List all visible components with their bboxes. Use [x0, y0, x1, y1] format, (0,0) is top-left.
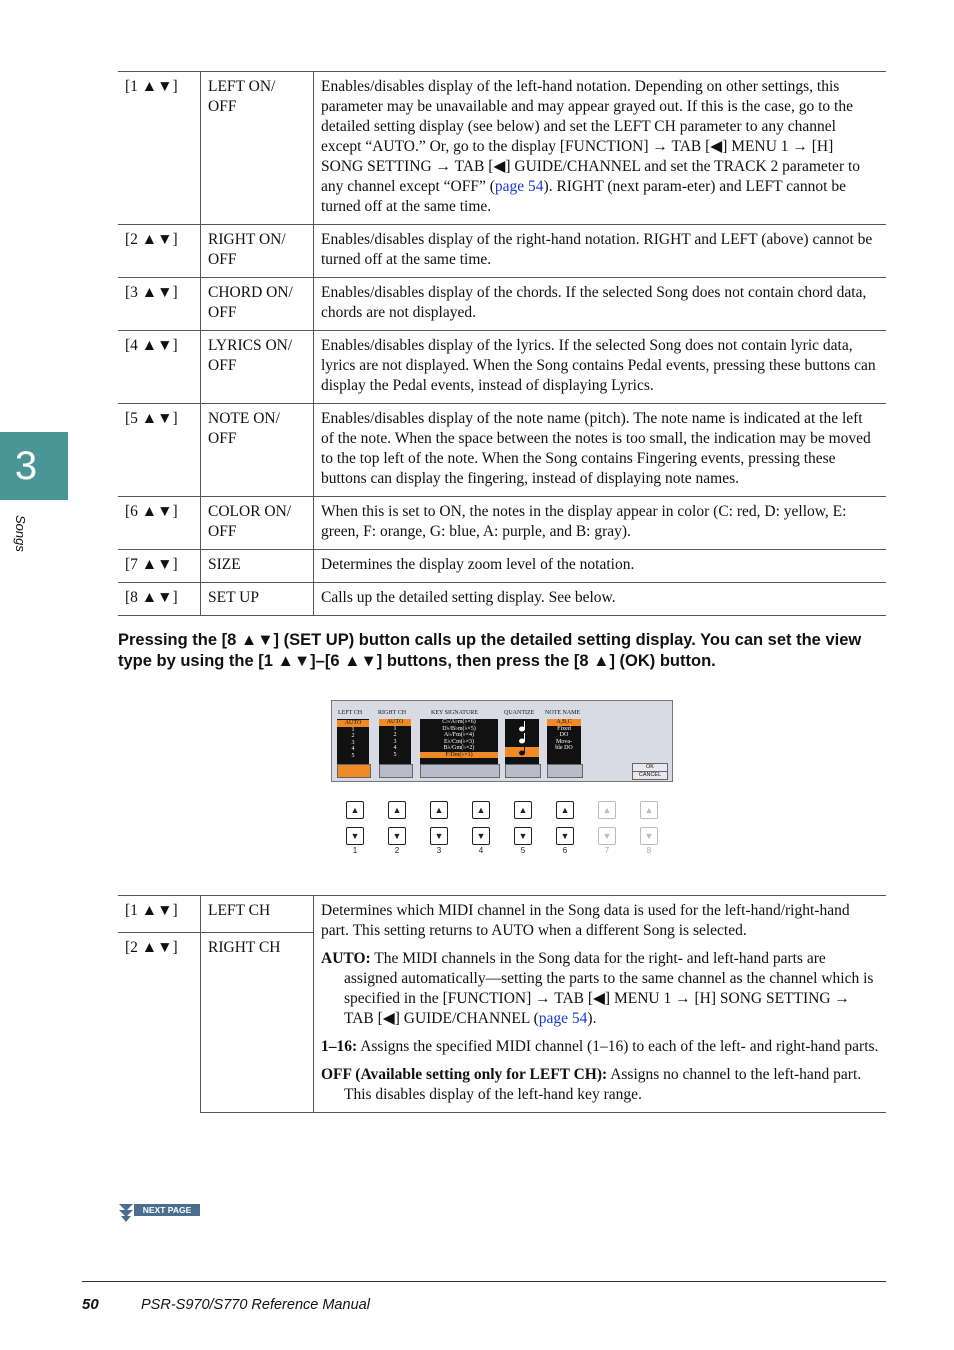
param-name: COLOR ON/ OFF	[201, 497, 314, 550]
lcd-note-name-list	[547, 719, 581, 764]
quantize-notes-icon	[505, 719, 539, 764]
lcd-header-key-signature: KEY SIGNATURE	[431, 710, 478, 716]
option-1-16-label: 1–16:	[321, 1038, 358, 1055]
down-button-1[interactable]: ▼	[346, 827, 364, 845]
lcd-list-item: 5	[393, 751, 397, 758]
lcd-cancel-button: CANCEL	[632, 771, 668, 780]
button-number: 1	[352, 846, 358, 855]
button-label: [5 ▲▼]	[118, 404, 201, 497]
lcd-left-ch-list	[337, 719, 369, 765]
lcd-quantize-list	[505, 719, 539, 764]
lcd-list-item: 2	[393, 732, 397, 738]
lcd-list-item: A♭/Fm(♭×4)	[443, 732, 475, 738]
lcd-list-item: 2	[351, 733, 355, 739]
up-button-8[interactable]: ▲	[640, 801, 658, 819]
table-row	[118, 331, 886, 404]
up-button-6[interactable]: ▲	[556, 801, 574, 819]
button-label: [4 ▲▼]	[118, 331, 201, 404]
page-number: 50	[82, 1296, 99, 1313]
option-off	[321, 1065, 879, 1105]
param-name: CHORD ON/ OFF	[201, 278, 314, 331]
param-name: SET UP	[201, 583, 314, 616]
down-button-5[interactable]: ▼	[514, 827, 532, 845]
param-description: Enables/disables display of the right-hand notation. RIGHT and LEFT (above) cannot be turned off at the same time.	[314, 225, 887, 278]
row-button-1: [1 ▲▼]	[125, 902, 178, 919]
param-name: RIGHT ON/ OFF	[201, 225, 314, 278]
button-number: 7	[604, 846, 610, 855]
table-row	[118, 72, 886, 225]
option-1-16	[321, 1037, 879, 1057]
lcd-list-item: Fixed	[557, 725, 571, 732]
description-text: ). RIGHT (next param-eter) and LEFT cannot be turned off at the same time.	[321, 178, 846, 215]
param-description	[314, 72, 887, 225]
footer-rule	[82, 1281, 886, 1282]
lcd-list-item: 5	[351, 752, 355, 759]
param-description: Enables/disables display of the note name (pitch). The note name is indicated at the left of the note. When the space between the notes is too small, the indication may be moved to the top left of the note. When the Song contains Fingering events, pressing these buttons can display the fingering, instead of displaying note names.	[314, 404, 887, 497]
lcd-arrow-2	[379, 764, 413, 778]
param-left-ch: LEFT CH	[208, 902, 271, 919]
param-name: LYRICS ON/ OFF	[201, 331, 314, 404]
lcd-arrow-3	[420, 764, 500, 778]
param-name: SIZE	[201, 550, 314, 583]
lcd-list-item: B♭/Gm(♭×2)	[443, 745, 475, 751]
param-name: LEFT ON/ OFF	[201, 72, 314, 225]
button-number: 4	[478, 846, 484, 855]
manual-title: PSR-S970/S770 Reference Manual	[141, 1297, 370, 1313]
page-link[interactable]: page 54	[538, 1010, 588, 1027]
lcd-ok-button: OK	[632, 763, 668, 772]
lcd-list-item: Mova-	[556, 738, 572, 745]
lcd-list-item: 4	[393, 745, 397, 751]
down-button-3[interactable]: ▼	[430, 827, 448, 845]
down-button-4[interactable]: ▼	[472, 827, 490, 845]
lcd-list-item: AUTO	[379, 719, 411, 726]
lcd-list-item: E♭/Cm(♭×3)	[443, 738, 475, 745]
lcd-list-item: AUTO	[337, 720, 369, 727]
down-button-2[interactable]: ▼	[388, 827, 406, 845]
param-description: Enables/disables display of the lyrics. If the selected Song does not contain lyric data, lyrics are not displayed. When the Song contains Pedal events, pressing these buttons can display the Pedal events, instead of displaying Lyrics.	[314, 331, 887, 404]
lcd-header-left-ch: LEFT CH	[338, 710, 363, 716]
lcd-key-signature-list	[420, 719, 498, 764]
parameter-table	[118, 71, 886, 616]
lcd-list-item: 4	[351, 746, 355, 752]
option-off-label: OFF (Available setting only for LEFT CH):	[321, 1066, 608, 1083]
up-button-7[interactable]: ▲	[598, 801, 616, 819]
chapter-number: 3	[14, 444, 38, 488]
table-row	[118, 225, 886, 278]
lcd-header-quantize: QUANTIZE	[504, 710, 535, 716]
option-auto-label: AUTO:	[321, 950, 371, 967]
param-right-ch: RIGHT CH	[201, 932, 313, 958]
up-button-3[interactable]: ▲	[430, 801, 448, 819]
table-row	[118, 583, 886, 616]
param-description: Calls up the detailed setting display. See below.	[314, 583, 887, 616]
button-label: [2 ▲▼]	[118, 225, 201, 278]
lcd-list-item: 3	[393, 738, 397, 745]
lcd-header-note-name: NOTE NAME	[545, 710, 581, 716]
channel-description	[314, 896, 887, 1113]
lcd-header-right-ch: RIGHT CH	[378, 710, 407, 716]
lcd-list-item: 3	[351, 739, 355, 746]
setup-display-screenshot	[331, 700, 673, 782]
lcd-list-item: F/Dm(♭×1)	[420, 752, 498, 759]
table-row	[118, 404, 886, 497]
next-page-label: NEXT PAGE	[134, 1204, 200, 1216]
lcd-arrow-1	[337, 764, 371, 778]
row-button-2: [2 ▲▼]	[118, 932, 200, 958]
button-label	[118, 896, 201, 1113]
down-button-8[interactable]: ▼	[640, 827, 658, 845]
up-button-1[interactable]: ▲	[346, 801, 364, 819]
up-button-5[interactable]: ▲	[514, 801, 532, 819]
table-row	[118, 278, 886, 331]
lcd-arrow-4	[505, 764, 541, 778]
button-number: 5	[520, 846, 526, 855]
up-button-2[interactable]: ▲	[388, 801, 406, 819]
param-description: Determines the display zoom level of the notation.	[314, 550, 887, 583]
button-label: [1 ▲▼]	[118, 72, 201, 225]
button-number: 8	[646, 846, 652, 855]
lcd-right-ch-list	[379, 719, 411, 764]
option-auto	[321, 949, 879, 1029]
option-auto-text-end: ).	[587, 1010, 597, 1027]
button-number: 2	[394, 846, 400, 855]
table-row	[118, 497, 886, 550]
lcd-list-item: A,B,C	[547, 719, 581, 726]
up-button-4[interactable]: ▲	[472, 801, 490, 819]
page-link[interactable]: page 54	[494, 178, 544, 195]
section-heading: Pressing the [8 ▲▼] (SET UP) button calls up the detailed setting display. You can set the view type by using the [1 ▲▼]–[6 ▲▼] buttons, then press the [8 ▲] (OK) button.	[118, 631, 862, 670]
option-auto-text: The MIDI channels in the Song data for the right- and left-hand parts are assigned automatically—setting the parts to the same channel as the channel which is specified in the [FUNCTION] → TAB [◀] MENU 1 → [H] SONG SETTING → TAB [◀] GUIDE/CHANNEL (	[344, 950, 874, 1027]
lcd-list-item: C♭/A♭m(♭×6)	[442, 719, 476, 725]
double-chevron-down-icon	[118, 1203, 134, 1223]
lcd-list-item: D♭/B♭m(♭×5)	[442, 725, 476, 732]
lcd-list-item: 1	[351, 726, 355, 733]
table-row	[118, 550, 886, 583]
option-off-text: Assigns no channel to the left-hand part. This disables display of the left-hand key range.	[344, 1066, 862, 1103]
lcd-list-item: DO	[559, 732, 569, 738]
down-button-6[interactable]: ▼	[556, 827, 574, 845]
channel-intro: Determines which MIDI channel in the Song data is used for the left-hand/right-hand part. This setting returns to AUTO when a different Song is selected.	[321, 902, 850, 939]
button-number: 3	[436, 846, 442, 855]
button-label: [7 ▲▼]	[118, 550, 201, 583]
button-label: [8 ▲▼]	[118, 583, 201, 616]
param-description: When this is set to ON, the notes in the display appear in color (C: red, D: yellow, E: green, F: orange, G: blue, A: purple, and B: gray).	[314, 497, 887, 550]
button-label: [6 ▲▼]	[118, 497, 201, 550]
description-text: Enables/disables display of the left-hand notation. Depending on other settings, this parameter may be unavailable and may appear grayed out. If this is the case, go to the detailed setting display (see below) and set the LEFT CH parameter to any channel except “AUTO.” Or, go to the display [FUNCTION] → TAB [◀] MENU 1 → [H] SONG SETTING → TAB [◀] GUIDE/CHANNEL and set the TRACK 2 parameter to any channel except “OFF” (	[321, 78, 861, 195]
button-number: 6	[562, 846, 568, 855]
param-name	[201, 896, 314, 1113]
option-1-16-text: Assigns the specified MIDI channel (1–16) to each of the left- and right-hand parts.	[357, 1038, 879, 1055]
lcd-arrow-5	[547, 764, 583, 778]
lcd-list-item: ble DO	[555, 745, 573, 751]
lcd-list-item: 1	[393, 725, 397, 732]
channel-table	[118, 895, 886, 1113]
chapter-label: Songs	[13, 515, 28, 552]
param-description: Enables/disables display of the chords. If the selected Song does not contain chord data, chords are not displayed.	[314, 278, 887, 331]
down-button-7[interactable]: ▼	[598, 827, 616, 845]
button-label: [3 ▲▼]	[118, 278, 201, 331]
param-name: NOTE ON/ OFF	[201, 404, 314, 497]
